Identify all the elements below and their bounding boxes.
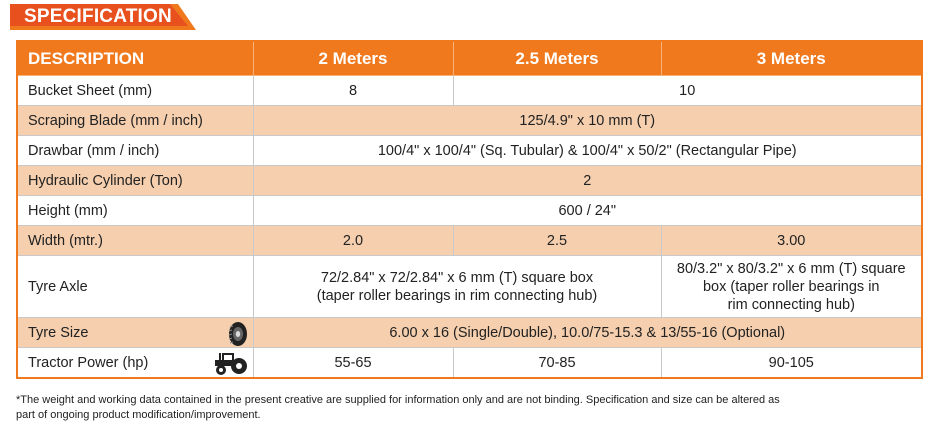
table-row: [17, 348, 922, 379]
cell-value: 70-85: [453, 348, 661, 379]
row-label: [17, 348, 253, 379]
cell-line: 80/3.2" x 80/3.2" x 6 mm (T) square: [676, 260, 906, 277]
table-row: [17, 76, 922, 106]
row-label: [17, 318, 253, 348]
table-row: [17, 166, 922, 196]
table-row: [17, 106, 922, 136]
row-label: Width (mtr.): [17, 226, 253, 256]
cell-value: 2: [253, 166, 922, 196]
cell-value: 100/4" x 100/4" (Sq. Tubular) & 100/4" x 50/2" (Rectangular Pipe): [253, 136, 922, 166]
cell-value: 10: [453, 76, 922, 106]
row-label-text: Tyre Size: [28, 324, 89, 341]
disclaimer-footnote: [16, 393, 921, 423]
row-label: Tyre Axle: [17, 256, 253, 318]
cell-value: [661, 256, 922, 318]
row-label: Drawbar (mm / inch): [17, 136, 253, 166]
table-row: [17, 136, 922, 166]
header-3-meters: 3 Meters: [661, 41, 922, 76]
table-row: [17, 226, 922, 256]
section-banner: [10, 4, 196, 30]
header-2-5-meters: 2.5 Meters: [453, 41, 661, 76]
header-2-meters: 2 Meters: [253, 41, 453, 76]
footnote-line: *The weight and working data contained in the present creative are supplied for information only and are not binding. Specification and size can be altered as: [16, 394, 780, 406]
tyre-icon: [227, 321, 249, 347]
row-label-text: Tractor Power (hp): [28, 354, 149, 371]
cell-value: 8: [253, 76, 453, 106]
table-row: [17, 318, 922, 348]
specification-table: [16, 40, 923, 379]
cell-value: 125/4.9" x 10 mm (T): [253, 106, 922, 136]
header-description: DESCRIPTION: [17, 41, 253, 76]
row-label: Bucket Sheet (mm): [17, 76, 253, 106]
row-label: Scraping Blade (mm / inch): [17, 106, 253, 136]
cell-value: 6.00 x 16 (Single/Double), 10.0/75-15.3 & 13/55-16 (Optional): [253, 318, 922, 348]
cell-value: 2.5: [453, 226, 661, 256]
row-label: Hydraulic Cylinder (Ton): [17, 166, 253, 196]
row-label: Height (mm): [17, 196, 253, 226]
cell-line: (taper roller bearings in rim connecting hub): [316, 287, 598, 304]
cell-value: 3.00: [661, 226, 922, 256]
cell-value: 90-105: [661, 348, 922, 379]
table-row: [17, 256, 922, 318]
cell-line: 72/2.84" x 72/2.84" x 6 mm (T) square box: [320, 269, 594, 286]
cell-value: 2.0: [253, 226, 453, 256]
table-row: [17, 196, 922, 226]
cell-line: box (taper roller bearings in: [702, 278, 880, 295]
tractor-icon: [213, 350, 249, 376]
footnote-line: part of ongoing product modification/improvement.: [16, 409, 261, 421]
cell-value: 55-65: [253, 348, 453, 379]
cell-value: [253, 256, 661, 318]
section-title: SPECIFICATION: [24, 6, 172, 27]
cell-line: rim connecting hub): [727, 296, 855, 313]
table-header-row: [17, 41, 922, 76]
cell-value: 600 / 24": [253, 196, 922, 226]
